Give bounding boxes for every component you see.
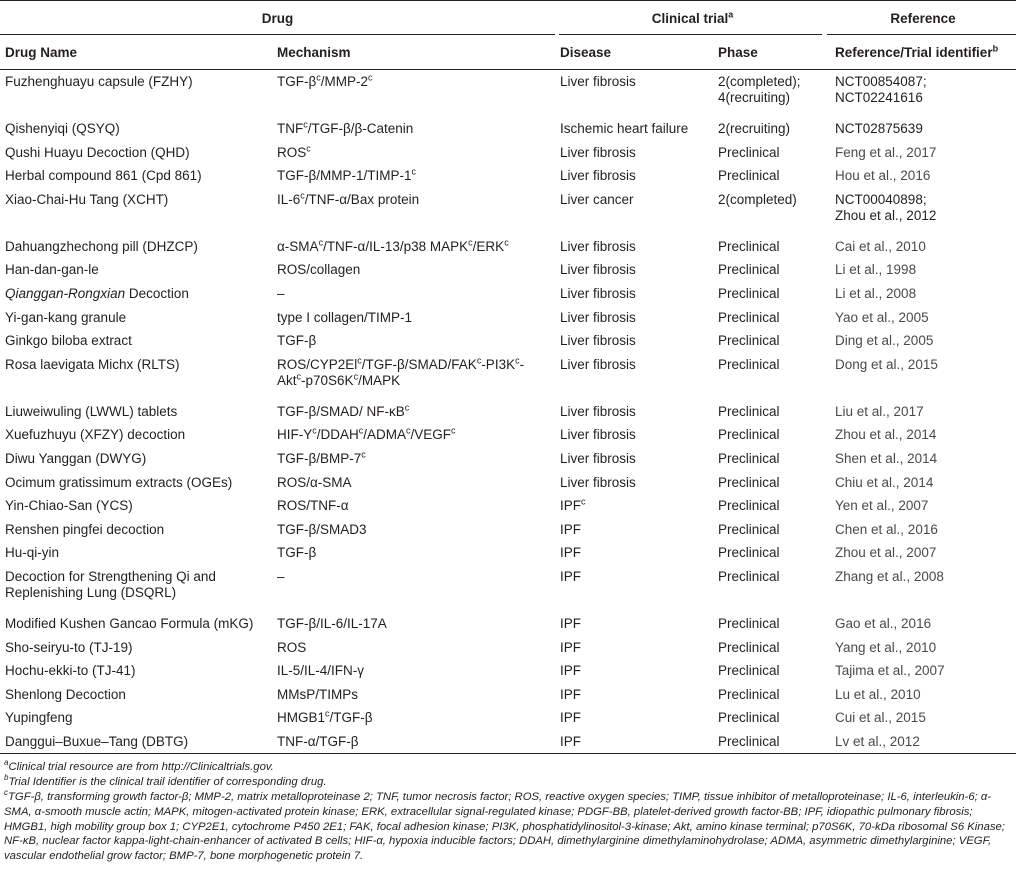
phase-cell: Preclinical: [718, 639, 780, 655]
phase-cell: Preclinical: [718, 615, 780, 631]
disease-cell: Liver fibrosis: [560, 168, 636, 184]
mechanism-cell: ROS/$CYP2El^c/TGF-\beta/SMAD/FAK^c-PI3K^c-$ $Akt^c-p70S6K^c$/MAPK: [277, 355, 525, 388]
drug-name-cell: Xuefuzhuyu (XFZY) decoction: [5, 427, 186, 443]
disease-cell: IPF: [560, 615, 582, 631]
mechanism-cell: TGF-β/BMP-7$^c$: [277, 449, 366, 466]
group-drug-rule: [0, 34, 555, 35]
phase-cell: 2(completed): [718, 191, 797, 207]
group-reference-rule: [827, 34, 1016, 35]
table-row: [0, 353, 1016, 400]
col-reference: Reference/Trial identifier$^b$: [835, 43, 999, 60]
reference-cell: NCT02875639: [835, 121, 923, 136]
disease-cell: Liver fibrosis: [560, 238, 636, 254]
mechanism-cell: TNF$^c$/TGF-β/β-Catenin: [277, 119, 414, 136]
table-row: [0, 447, 1016, 471]
mechanism-cell: ROS$^c$: [277, 143, 311, 160]
disease-cell: IPF: [560, 521, 582, 537]
reference-cell: NCT00854087; NCT02241616: [835, 74, 927, 105]
disease-cell: IPF: [560, 710, 582, 726]
table-row: [0, 329, 1016, 353]
disease-cell: Liver fibrosis: [560, 309, 636, 325]
group-drug-header: Drug: [261, 10, 294, 26]
mechanism-cell: ROS/collagen: [277, 262, 361, 278]
table-row: [0, 400, 1016, 424]
mechanism-cell: TGF-β/IL-6/IL-17A: [277, 615, 387, 631]
mechanism-cell: –: [277, 285, 285, 301]
reference-cell[interactable]: Yang et al., 2010: [835, 639, 937, 655]
disease-cell: IPF: [560, 733, 582, 749]
drug-name-cell: Diwu Yanggan (DWYG): [5, 450, 147, 466]
group-header-row: [0, 1, 1016, 36]
phase-cell: Preclinical: [718, 333, 780, 349]
phase-cell: Preclinical: [718, 710, 780, 726]
mechanism-cell: TGF-β: [277, 333, 317, 349]
drug-name-cell: Shenlong Decoction: [5, 686, 126, 702]
reference-cell[interactable]: Chiu et al., 2014: [835, 474, 934, 490]
table-row: [0, 282, 1016, 306]
reference-cell[interactable]: Ding et al., 2005: [835, 333, 934, 349]
drug-name-cell: Yupingfeng: [5, 710, 73, 726]
mechanism-cell: HMGB1$^c$/TGF-β: [277, 708, 373, 726]
disease-cell: Ischemic heart failure: [560, 121, 689, 136]
table-body: [0, 70, 1016, 754]
table-row: [0, 541, 1016, 565]
disease-cell: Liver fibrosis: [560, 450, 636, 466]
table-row: [0, 258, 1016, 282]
drug-name-cell: Han-dan-gan-le: [5, 262, 99, 278]
reference-cell[interactable]: Tajima et al., 2007: [835, 663, 945, 679]
drug-name-cell: Herbal compound 861 (Cpd 861): [5, 168, 202, 184]
disease-cell: IPF: [560, 545, 582, 561]
phase-cell: Preclinical: [718, 498, 780, 514]
disease-cell: IPF: [560, 663, 582, 679]
disease-cell: IPF: [560, 639, 582, 655]
table-row: [0, 659, 1016, 683]
footnote-c: $^c$TGF-β, transforming growth factor-β; MMP-2, matrix metalloproteinase 2; TNF, tumor necrosis factor; ROS, reactive oxygen species; TIMP, tissue inhibitor of metalloproteinase; IL-6, interleukin-6; α-SMA, α-smooth muscle actin; MAPK, mitogen-activated protein kinase; ERK, extracellular signal-regulated kinase; PDGF-BB, platelet-derived growth factor-BB; IPF, idiopathic pulmonary fibrosis; HMGB1, high mobility group box 1; CYP2E1, cytochrome P450 2E1; FAK, focal adhesion kinase; PI3K, phosphatidylinositol-3-kinase; Akt, amino kinase terminal; p70S6K, 70-kDa ribosomal S6 Kinase; NF-κB, nuclear factor kappa-light-chain-enhancer of activated B cells; HIF-α, hypoxia inducible factors; DDAH, dimethylarginine dimethylaminohydrolase; ADMA, asymmetric dimethylarginine; VEGF, vascular endothelial grow factor; BMP-7, bone morphogenetic protein 7.: [4, 788, 1005, 862]
table-row: [0, 164, 1016, 188]
drug-name-cell: Decoction for Strengthening Qi and Replenishing Lung (DSQRL): [5, 568, 216, 600]
reference-cell[interactable]: Cai et al., 2010: [835, 238, 926, 254]
disease-cell: IPF$^c$: [560, 496, 586, 514]
drug-name-cell: Yin-Chiao-San (YCS): [5, 498, 133, 514]
table-row: [0, 188, 1016, 235]
disease-cell: IPF: [560, 568, 582, 584]
drug-name-cell: Xiao-Chai-Hu Tang (XCHT): [5, 191, 169, 207]
col-disease: Disease: [560, 44, 612, 60]
drug-name-cell: Modified Kushen Gancao Formula (mKG): [5, 615, 254, 631]
disease-cell: Liver fibrosis: [560, 285, 636, 301]
reference-cell[interactable]: Yao et al., 2005: [835, 309, 929, 325]
reference-cell[interactable]: Zhou et al., 2014: [835, 427, 937, 443]
phase-cell: Preclinical: [718, 427, 780, 443]
mechanism-cell: ROS/α-SMA: [277, 474, 352, 490]
mechanism-cell: HIF-$Y^c/DDAH^c/ADMA^c/VEGF^c$: [277, 425, 456, 443]
drug-name-cell: Sho-seiryu-to (TJ-19): [5, 639, 133, 655]
reference-cell[interactable]: Li et al., 1998: [835, 262, 917, 278]
drug-name-cell: Yi-gan-kang granule: [5, 309, 127, 325]
disease-cell: IPF: [560, 686, 582, 702]
drug-name-cell: Dahuangzhechong pill (DHZCP): [5, 238, 198, 254]
group-reference-header: Reference: [890, 10, 956, 26]
drug-name-cell: Rosa laevigata Michx (RLTS): [5, 356, 180, 372]
disease-cell: Liver fibrosis: [560, 333, 636, 349]
drug-name-cell: Renshen pingfei decoction: [5, 521, 165, 537]
col-phase: Phase: [718, 44, 758, 60]
phase-cell: Preclinical: [718, 545, 780, 561]
disease-cell: Liver fibrosis: [560, 74, 636, 89]
phase-cell: Preclinical: [718, 144, 780, 160]
phase-cell: Preclinical: [718, 403, 780, 419]
disease-cell: Liver fibrosis: [560, 262, 636, 278]
table-row: [0, 683, 1016, 707]
reference-cell[interactable]: Cui et al., 2015: [835, 710, 926, 726]
footnote-a: $^a$Clinical trial resource are from http://Clinicaltrials.gov.: [4, 758, 274, 773]
table-row: [0, 306, 1016, 330]
reference-cell[interactable]: Li et al., 2008: [835, 285, 917, 301]
phase-cell: Preclinical: [718, 474, 780, 490]
table-row: [0, 117, 1016, 141]
reference-cell[interactable]: Dong et al., 2015: [835, 356, 938, 372]
mechanism-cell: ROS/TNF-α: [277, 498, 349, 514]
reference-cell[interactable]: Chen et al., 2016: [835, 521, 938, 537]
drug-name-cell: Hu-qi-yin: [5, 545, 60, 561]
reference-cell[interactable]: Lu et al., 2010: [835, 686, 921, 702]
drug-name-cell: Fuzhenghuayu capsule (FZHY): [5, 74, 193, 89]
col-mechanism: Mechanism: [277, 44, 351, 60]
reference-cell[interactable]: Lv et al., 2012: [835, 733, 920, 749]
reference-cell[interactable]: Zhou et al., 2007: [835, 545, 937, 561]
mechanism-cell: TNF-α/TGF-β: [277, 733, 359, 749]
reference-cell[interactable]: Hou et al., 2016: [835, 168, 931, 184]
phase-cell: Preclinical: [718, 262, 780, 278]
reference-cell[interactable]: Yen et al., 2007: [835, 498, 929, 514]
mechanism-cell: IL-6$^c$/TNF-α/Bax protein: [277, 190, 420, 207]
phase-cell: Preclinical: [718, 309, 780, 325]
phase-cell: Preclinical: [718, 568, 780, 584]
mechanism-cell: ROS: [277, 639, 307, 655]
phase-cell: 2(completed); 4(recruiting): [718, 74, 801, 105]
phase-cell: Preclinical: [718, 285, 780, 301]
table-row: [0, 235, 1016, 259]
mechanism-cell: TGF-$\beta^c/MMP-2^c$: [277, 72, 373, 89]
reference-cell[interactable]: Shen et al., 2014: [835, 450, 938, 466]
table-row: [0, 706, 1016, 730]
mechanism-cell: –: [277, 568, 285, 584]
mechanism-cell: MMsP/TIMPs: [277, 686, 358, 702]
phase-cell: Preclinical: [718, 521, 780, 537]
table-row: [0, 612, 1016, 636]
reference-cell[interactable]: Feng et al., 2017: [835, 144, 937, 160]
table-row: [0, 730, 1016, 754]
table-row: [0, 70, 1016, 118]
reference-cell[interactable]: Liu et al., 2017: [835, 403, 924, 419]
table-footnotes: [0, 754, 1016, 863]
drug-name-cell: Hochu-ekki-to (TJ-41): [5, 663, 136, 679]
phase-cell: Preclinical: [718, 686, 780, 702]
phase-cell: Preclinical: [718, 663, 780, 679]
table-row: [0, 471, 1016, 495]
phase-cell: Preclinical: [718, 238, 780, 254]
table-row: [0, 636, 1016, 660]
mechanism-cell: α-SMA$^c$/TNF-α/IL-13/p38 MAPK$^c$/ERK$^c$: [277, 237, 509, 254]
table-row: [0, 518, 1016, 542]
disease-cell: Liver fibrosis: [560, 474, 636, 490]
drug-name-cell: Qushi Huayu Decoction (QHD): [5, 144, 190, 160]
phase-cell: 2(recruiting): [718, 121, 791, 136]
phase-cell: Preclinical: [718, 733, 780, 749]
drug-name-cell: Qianggan-Rongxian Decoction: [5, 285, 189, 301]
mechanism-cell: TGF-β/MMP-1/TIMP-1$^c$: [277, 166, 417, 184]
reference-cell[interactable]: Gao et al., 2016: [835, 615, 932, 631]
drug-name-cell: Ginkgo biloba extract: [5, 333, 132, 349]
mechanism-cell: IL-5/IL-4/IFN-γ: [277, 663, 365, 679]
mechanism-cell: TGF-β: [277, 545, 317, 561]
reference-cell: NCT00040898; Zhou et al., 2012: [835, 191, 937, 223]
table-row: [0, 423, 1016, 447]
phase-cell: Preclinical: [718, 356, 780, 372]
drug-name-cell: Qishenyiqi (QSYQ): [5, 121, 120, 136]
disease-cell: Liver fibrosis: [560, 427, 636, 443]
mechanism-cell: TGF-β/SMAD/ $NF-\kappa B^c$: [277, 402, 410, 419]
col-drug-name: Drug Name: [5, 44, 78, 60]
disease-cell: Liver fibrosis: [560, 144, 636, 160]
drug-name-cell: Ocimum gratissimum extracts (OGEs): [5, 474, 233, 490]
group-trial-rule: [559, 34, 822, 35]
table-row: [0, 141, 1016, 165]
mechanism-cell: type I collagen/TIMP-1: [277, 309, 413, 325]
drug-name-cell: Liuweiwuling (LWWL) tablets: [5, 403, 178, 419]
disease-cell: Liver fibrosis: [560, 356, 636, 372]
phase-cell: Preclinical: [718, 168, 780, 184]
mechanism-cell: TGF-β/SMAD3: [277, 521, 367, 537]
table-row: [0, 565, 1016, 612]
phase-cell: Preclinical: [718, 450, 780, 466]
drug-name-cell: Danggui–Buxue–Tang (DBTG): [5, 733, 189, 749]
table-row: [0, 494, 1016, 518]
disease-cell: Liver fibrosis: [560, 403, 636, 419]
group-trial-header: Clinical trial$^a$: [651, 9, 734, 26]
footnote-b: $^b$Trial Identifier is the clinical trail identifier of corresponding drug.: [4, 773, 327, 789]
disease-cell: Liver cancer: [560, 191, 634, 207]
reference-cell[interactable]: Zhang et al., 2008: [835, 568, 944, 584]
column-header-row: [0, 35, 1016, 70]
